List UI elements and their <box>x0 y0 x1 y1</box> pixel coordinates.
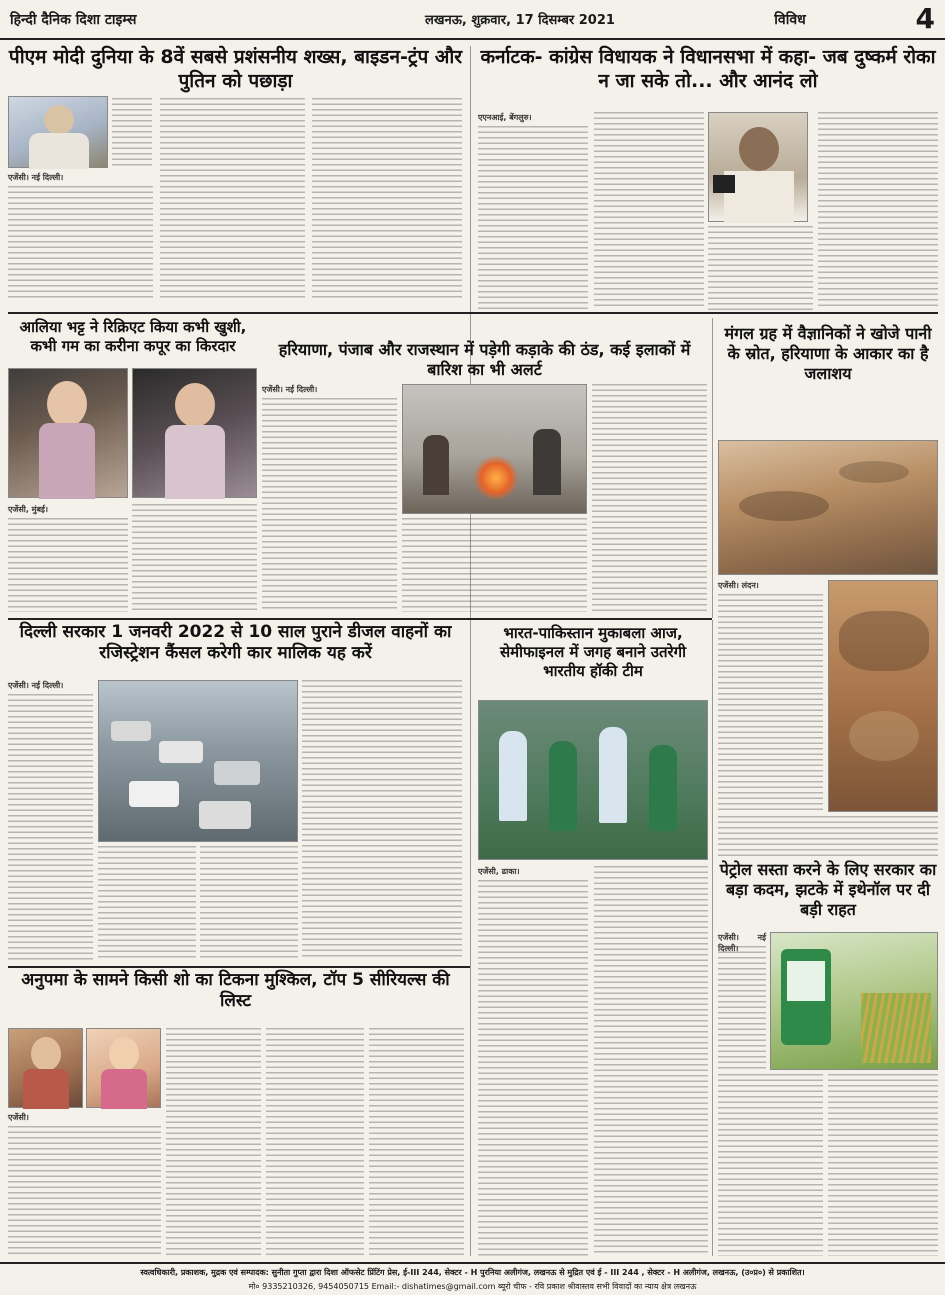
story-divider <box>8 312 938 314</box>
story-headline: भारत-पाकिस्तान मुकाबला आज, सेमीफाइनल में जगह बनाने उतरेगी भारतीय हॉकी टीम <box>499 624 687 680</box>
story-text <box>132 504 257 612</box>
story-headline: हरियाणा, पंजाब और राजस्थान में पड़ेगी कड़ाके की ठंड, कई इलाकों में बारिश का भी अलर्ट <box>278 340 691 379</box>
story-text <box>266 1028 364 1256</box>
story-photo <box>8 1028 83 1108</box>
story-divider <box>8 618 712 620</box>
story-headline: पेट्रोल सस्ता करने के लिए सरकार का बड़ा कदम, झटके में इथेनॉल पर दी बड़ी राहत <box>719 860 937 919</box>
story-photo <box>828 580 938 812</box>
story-headline: पीएम मोदी दुनिया के 8वें सबसे प्रशंसनीय शख्स, बाइडन-ट्रंप और पुतिन को पछाड़ा <box>8 46 463 92</box>
story-text <box>112 98 152 168</box>
story-headline: कर्नाटक- कांग्रेस विधायक ने विधानसभा में कहा- जब दुष्कर्म रोका न जा सके तो... और आनंद लो <box>480 46 936 92</box>
page-number: 4 <box>915 2 935 35</box>
story-headline: आलिया भट्ट ने रिक्रिएट किया कभी खुशी, कभी गम का करीना कपूर का किरदार <box>19 318 247 355</box>
story-byline: एजेंसी। नई दिल्ली। <box>718 933 766 953</box>
story-headline: दिल्ली सरकार 1 जनवरी 2022 से 10 साल पुराने डीजल वाहनों का रजिस्ट्रेशन कैंसल करेगी कार मालिक यह करें <box>19 622 452 664</box>
story-byline: एजेंसी। लंदन। <box>718 581 759 590</box>
story-text <box>8 186 153 301</box>
story-text <box>262 398 397 612</box>
story-byline: एजेंसी, ढाका। <box>478 867 520 876</box>
story-text <box>594 112 704 310</box>
story-text <box>98 846 196 960</box>
paper-name: हिन्दी दैनिक दिशा टाइम्स <box>10 11 137 28</box>
story-text <box>818 112 938 310</box>
story-headline: अनुपमा के सामने किसी शो का टिकना मुश्किल, टॉप 5 सीरियल्स की लिस्ट <box>21 970 450 1012</box>
contact-line: मो० 9335210326, 9454050715 Email:- dishatimes@gmail.com ब्यूरो चीफ - रवि प्रकाश श्रीवास्तव सभी विवादों का न्याय क्षेत्र लखनऊ <box>248 1282 697 1291</box>
story-text <box>8 518 128 612</box>
section-label: विविध <box>774 11 806 28</box>
story-photo <box>770 932 938 1070</box>
story-text <box>478 126 588 310</box>
story-text <box>166 1028 261 1256</box>
story-byline: एजेंसी। नई दिल्ली। <box>262 385 318 394</box>
story-text <box>302 680 462 960</box>
column-rule <box>712 318 713 618</box>
story-byline: एजेंसी। नई दिल्ली। <box>8 681 64 690</box>
column-rule <box>470 46 471 1256</box>
story-photo <box>86 1028 161 1108</box>
story-photo <box>402 384 587 514</box>
story-text <box>402 518 587 612</box>
story-divider <box>8 966 470 968</box>
story-photo <box>132 368 257 498</box>
story-photo <box>98 680 298 842</box>
story-byline: एजेंसी। <box>8 1113 29 1122</box>
imprint-footer <box>0 1262 945 1295</box>
story-photo <box>708 112 808 222</box>
story-byline: एएनआई, बेंगलुरु। <box>478 113 532 122</box>
story-text <box>369 1028 464 1256</box>
story-text <box>8 1126 161 1256</box>
story-byline: एजेंसी। नई दिल्ली। <box>8 173 64 182</box>
story-text <box>718 816 938 856</box>
story-text <box>718 1074 823 1256</box>
story-photo <box>8 96 108 168</box>
story-byline: एजेंसी, मुंबई। <box>8 505 48 514</box>
story-text <box>160 98 305 301</box>
story-text <box>828 1074 938 1256</box>
story-headline: मंगल ग्रह में वैज्ञानिकों ने खोजे पानी के स्रोत, हरियाणा के आकार का है जलाशय <box>724 324 932 383</box>
masthead <box>0 0 945 40</box>
story-text <box>718 594 823 812</box>
story-text <box>708 226 813 310</box>
story-photo <box>8 368 128 498</box>
story-text <box>8 694 93 960</box>
story-text <box>312 98 462 301</box>
story-text <box>718 946 766 1070</box>
column-rule <box>712 620 713 1256</box>
story-text <box>592 384 707 612</box>
dateline: लखनऊ, शुक्रवार, 17 दिसम्बर 2021 <box>425 13 615 28</box>
story-text <box>594 866 708 1256</box>
imprint-line: स्वत्वधिकारी, प्रकाशक, मुद्रक एवं सम्पादक: सुनीता गुप्ता द्वारा दिशा ऑफसेट प्रिंटिंग प्रेस, ई-III 244, सेक्टर - H पुरनिया अलीगंज, लखनऊ से मुद्रित एवं ई - III 244 , सेक्टर - H अलीगंज, लखनऊ, (उ०प्र०) से प्रकाशित। <box>140 1268 805 1277</box>
story-text <box>200 846 298 960</box>
story-text <box>478 880 588 1256</box>
story-photo <box>478 700 708 860</box>
story-photo <box>718 440 938 575</box>
